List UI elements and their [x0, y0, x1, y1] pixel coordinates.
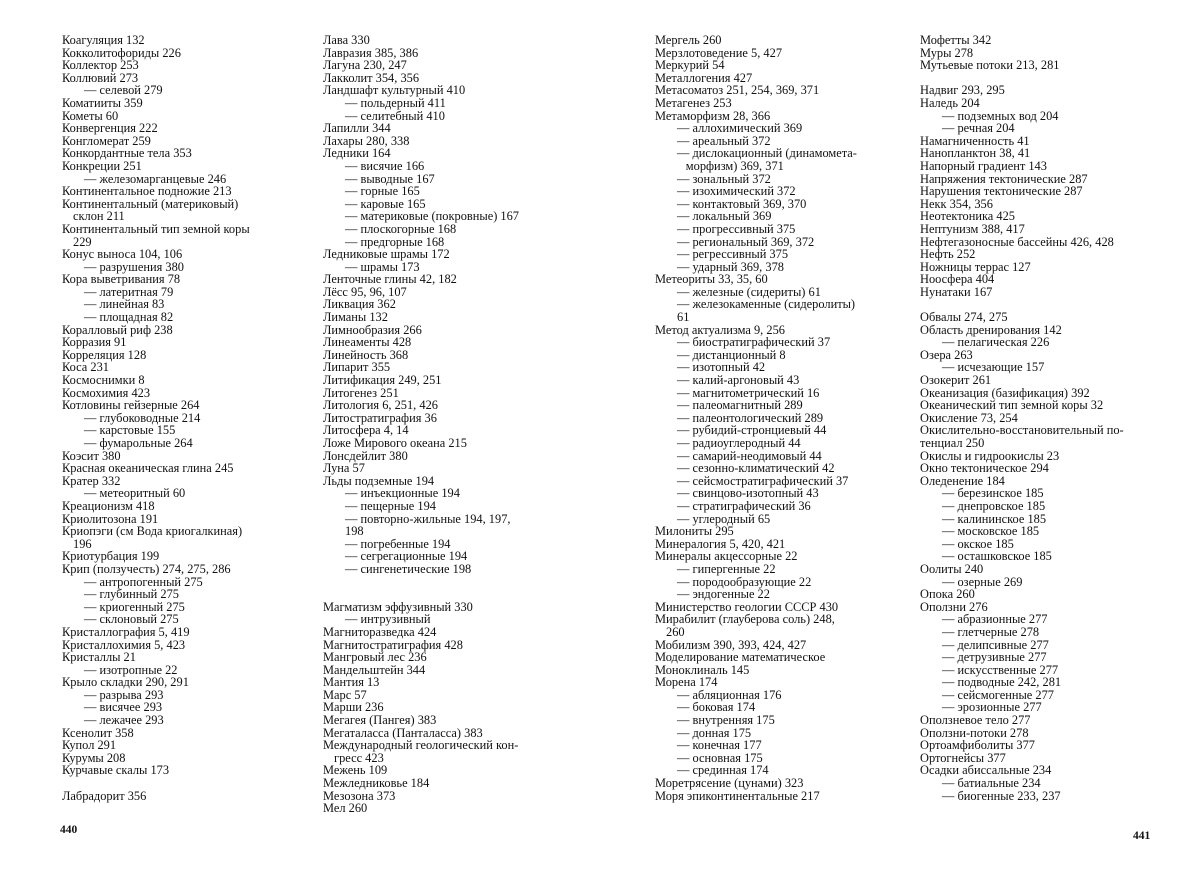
index-entry: Международный геологический кон-: [323, 738, 519, 753]
index-entry: Кора выветривания 78: [62, 272, 181, 287]
index-subentry: — калининское 185: [942, 511, 1047, 526]
index-entry: Липарит 355: [323, 360, 391, 375]
index-entry: Купол 291: [62, 738, 117, 753]
index-subentry: — московское 185: [942, 524, 1040, 539]
index-subentry: — материковые (покровные) 167: [345, 209, 520, 224]
index-entry: Меркурий 54: [655, 58, 725, 73]
index-subentry: — сингенетические 198: [345, 561, 472, 576]
index-entry: Коэсит 380: [62, 448, 121, 463]
index-entry: склон 211: [73, 209, 125, 224]
index-entry: Ортоамфиболиты 377: [920, 738, 1036, 753]
index-subentry: — озерные 269: [942, 574, 1023, 589]
index-entry: Мантия 13: [323, 675, 380, 690]
index-subentry: — калий-аргоновый 43: [677, 373, 800, 388]
index-subentry: — эрозионные 277: [942, 700, 1042, 715]
index-entry: Конкреции 251: [62, 158, 142, 173]
index-subentry: — плоскогорные 168: [345, 221, 457, 236]
index-entry: Оледенение 184: [920, 473, 1005, 488]
index-subentry: — детрузивные 277: [942, 650, 1047, 665]
index-entry: Оползни 276: [920, 599, 988, 614]
index-subentry: — склоновый 275: [84, 612, 179, 627]
index-subentry: — прогрессивный 375: [677, 221, 796, 236]
index-subentry: — контактовый 369, 370: [677, 196, 807, 211]
index-entry: Космохимия 423: [62, 385, 151, 400]
index-entry: Курумы 208: [62, 750, 126, 765]
index-subentry: — самарий-неодимовый 44: [677, 448, 822, 463]
index-subentry: — горные 165: [345, 184, 420, 199]
index-subentry: — инъекционные 194: [345, 486, 460, 501]
index-entry: Коматииты 359: [62, 95, 143, 110]
index-subentry: — погребенные 194: [345, 536, 451, 551]
index-subentry: — боковая 174: [677, 700, 756, 715]
index-subentry: — локальный 369: [677, 209, 772, 224]
index-entry: Ксенолит 358: [62, 725, 134, 740]
index-entry: Оползни-потоки 278: [920, 725, 1029, 740]
index-subentry: — зональный 372: [677, 171, 771, 186]
index-subentry: — абляционная 176: [677, 687, 782, 702]
index-subentry: — фумарольные 264: [84, 436, 193, 450]
index-entry: Линеаменты 428: [323, 335, 412, 350]
index-entry: Лагуна 230, 247: [323, 58, 407, 73]
index-entry: Ледники 164: [323, 146, 391, 161]
index-entry: Ортогнейсы 377: [920, 750, 1006, 765]
index-entry: Криотурбация 199: [62, 549, 160, 564]
index-subentry: — речная 204: [942, 121, 1015, 136]
index-entry: Наледь 204: [920, 95, 980, 110]
index-subentry: — биостратиграфический 37: [677, 335, 831, 350]
index-subentry: — днепровское 185: [942, 498, 1046, 513]
index-entry: Коса 231: [62, 360, 109, 375]
index-entry: Корразия 91: [62, 335, 127, 350]
index-subentry: — подземных вод 204: [942, 108, 1059, 123]
page-number-left: 440: [60, 824, 78, 836]
index-subentry: — железные (сидериты) 61: [677, 284, 821, 299]
index-subentry: — искусственные 277: [942, 662, 1059, 677]
index-entry: Ледниковые шрамы 172: [323, 247, 450, 262]
index-entry: Магниторазведка 424: [323, 624, 437, 639]
index-entry: Морена 174: [655, 675, 718, 690]
index-entry: Мандельштейн 344: [323, 662, 426, 677]
index-entry: Ликвация 362: [323, 297, 396, 312]
index-entry: Лава 330: [323, 33, 370, 47]
index-entry: Льды подземные 194: [323, 473, 435, 488]
index-subentry: — лежачее 293: [84, 713, 164, 728]
index-subentry: — подводные 242, 281: [942, 675, 1062, 690]
index-entry: Моноклиналь 145: [655, 662, 750, 677]
index-entry: Напряжения тектонические 287: [920, 171, 1088, 186]
index-entry: Мергель 260: [655, 33, 722, 47]
index-entry: Океанический тип земной коры 32: [920, 398, 1104, 413]
index-entry: Лахары 280, 338: [323, 133, 410, 148]
index-entry: Нанопланктон 38, 41: [920, 146, 1031, 161]
index-entry: Криолитозона 191: [62, 511, 159, 526]
index-subentry: — стратиграфический 36: [677, 498, 811, 513]
index-subentry: — выводные 167: [345, 171, 435, 186]
index-entry: Мезозона 373: [323, 788, 396, 803]
index-entry: Лёсс 95, 96, 107: [323, 284, 407, 299]
index-subentry: — сейсмогенные 277: [942, 687, 1054, 702]
index-entry: Океанизация (базификация) 392: [920, 385, 1090, 400]
index-entry: Нефть 252: [920, 247, 976, 262]
index-entry: Нефтегазоносные бассейны 426, 428: [920, 234, 1114, 249]
index-entry: Неотектоника 425: [920, 209, 1015, 224]
index-subentry: — свинцово-изотопный 43: [677, 486, 819, 501]
index-subentry: — висячее 293: [84, 700, 163, 715]
index-entry: Ленточные глины 42, 182: [323, 272, 457, 287]
index-entry: Муры 278: [920, 45, 974, 60]
index-subentry: — углеродный 65: [677, 511, 771, 526]
index-subentry: — аллохимический 369: [677, 121, 803, 136]
index-entry: Лабрадорит 356: [62, 788, 147, 803]
index-subentry: — ареальный 372: [677, 133, 771, 148]
index-entry: Космоснимки 8: [62, 373, 145, 388]
index-subentry: — внутренняя 175: [677, 713, 775, 728]
index-subentry: — сейсмостратиграфический 37: [677, 473, 849, 488]
index-entry: Крип (ползучесть) 274, 275, 286: [62, 561, 231, 576]
index-entry: Красная океаническая глина 245: [62, 461, 234, 476]
index-entry: Креационизм 418: [62, 498, 155, 513]
index-entry: Коллектор 253: [62, 58, 139, 73]
index-entry: 229: [73, 234, 92, 249]
index-subentry: — срединная 174: [677, 763, 769, 778]
index-subentry: — пещерные 194: [345, 498, 436, 513]
index-entry: Коралловый риф 238: [62, 322, 173, 337]
page-number-right: 441: [1133, 830, 1151, 842]
index-entry: Марши 236: [323, 700, 384, 715]
index-subentry: — висячие 166: [345, 158, 425, 173]
index-subentry: — гипергенные 22: [677, 561, 776, 576]
index-entry: Нунатаки 167: [920, 284, 993, 299]
index-entry: Ложе Мирового океана 215: [323, 436, 467, 450]
index-entry: Магматизм эффузивный 330: [323, 599, 473, 614]
index-subentry: — магнитометрический 16: [677, 385, 820, 400]
index-column-2: [323, 34, 519, 815]
index-entry: Литология 6, 251, 426: [323, 398, 438, 413]
index-subentry: — осташковское 185: [942, 549, 1052, 564]
index-entry: Корреляция 128: [62, 347, 147, 362]
index-subentry: — железомарганцевые 246: [84, 171, 227, 186]
index-entry: Оолиты 240: [920, 561, 984, 576]
index-entry: Магнитостратиграфия 428: [323, 637, 463, 652]
index-subentry: — пелагическая 226: [942, 335, 1050, 350]
index-subentry: — батиальные 234: [942, 776, 1041, 791]
index-subentry: — конечная 177: [677, 738, 762, 753]
index-subentry: — регрессивный 375: [677, 247, 789, 262]
index-subentry: — рубидий-стронциевый 44: [677, 423, 827, 438]
index-subentry: — шрамы 173: [345, 259, 420, 274]
index-subentry: — дислокационный (динамомета-: [677, 146, 857, 161]
index-entry: Мерзлотоведение 5, 427: [655, 45, 783, 60]
index-entry: Лавразия 385, 386: [323, 45, 419, 60]
index-entry: Межледниковье 184: [323, 776, 430, 791]
index-entry: Лонсдейлит 380: [323, 448, 408, 463]
index-subentry: — радиоуглеродный 44: [677, 436, 801, 450]
index-subentry: — эндогенные 22: [677, 587, 770, 602]
index-entry: Ноосфера 404: [920, 272, 995, 287]
index-subentry: — повторно-жильные 194, 197,: [345, 511, 511, 526]
index-entry: Мутьевые потоки 213, 281: [920, 58, 1060, 73]
index-entry: Лапилли 344: [323, 121, 391, 136]
index-entry: Метагенез 253: [655, 95, 732, 110]
index-subentry: — палеомагнитный 289: [677, 398, 803, 413]
index-subentry: — карстовые 155: [84, 423, 176, 438]
index-subentry: — антропогенный 275: [84, 574, 203, 589]
index-subentry: — региональный 369, 372: [677, 234, 815, 249]
index-entry: 196: [73, 536, 92, 551]
index-subentry: — ударный 369, 378: [677, 259, 784, 274]
index-entry: тенциал 250: [920, 436, 985, 450]
index-entry: Луна 57: [323, 461, 365, 476]
index-subentry: — глубоководные 214: [84, 410, 201, 425]
index-subentry: — польдерный 411: [345, 95, 446, 110]
index-subentry: — разрыва 293: [84, 687, 164, 702]
index-entry: Мангровый лес 236: [323, 650, 427, 665]
index-entry: Нептунизм 388, 417: [920, 221, 1025, 236]
index-subentry: — донная 175: [677, 725, 752, 740]
index-entry: гресс 423: [334, 750, 384, 765]
index-subentry: — палеонтологический 289: [677, 410, 824, 425]
index-entry: Континентальный (материковый): [62, 196, 239, 211]
index-entry: Намагниченность 41: [920, 133, 1030, 148]
index-entry: Моря эпиконтинентальные 217: [655, 788, 820, 803]
index-entry: Марс 57: [323, 687, 367, 702]
index-entry: Нарушения тектонические 287: [920, 184, 1083, 199]
index-entry: Коллювий 273: [62, 70, 139, 85]
index-subentry: — изотропные 22: [84, 662, 178, 677]
index-entry: Область дренирования 142: [920, 322, 1062, 337]
index-entry: Надвиг 293, 295: [920, 83, 1005, 98]
index-entry: Линейность 368: [323, 347, 409, 362]
index-entry: Конус выноса 104, 106: [62, 247, 183, 262]
index-entry: Обвалы 274, 275: [920, 310, 1008, 325]
index-subentry: — интрузивный: [345, 612, 431, 627]
index-entry: Милониты 295: [655, 524, 734, 539]
index-subentry: — предгорные 168: [345, 234, 445, 249]
index-entry: Метасоматоз 251, 254, 369, 371: [655, 83, 820, 98]
index-entry: Криопэги (см Вода криогалкиная): [62, 524, 243, 539]
index-entry: Метод актуализма 9, 256: [655, 322, 785, 337]
index-entry: Мегагея (Пангея) 383: [323, 713, 437, 728]
index-subentry: — сегрегационные 194: [345, 549, 468, 564]
index-entry: Метеориты 33, 35, 60: [655, 272, 768, 287]
index-entry: Министерство геологии СССР 430: [655, 599, 839, 614]
index-entry: Котловины гейзерные 264: [62, 398, 200, 413]
index-entry: Металлогения 427: [655, 70, 753, 85]
index-entry: Литостратиграфия 36: [323, 410, 437, 425]
index-subentry: — делипсивные 277: [942, 637, 1049, 652]
index-entry: Курчавые скалы 173: [62, 763, 170, 778]
index-entry: Конвергенция 222: [62, 121, 158, 136]
index-subentry: — железокаменные (сидеролиты): [677, 297, 856, 312]
index-subentry: — изотопный 42: [677, 360, 766, 375]
index-entry: Окно тектоническое 294: [920, 461, 1049, 476]
index-entry: 260: [666, 624, 685, 639]
index-entry: Минералогия 5, 420, 421: [655, 536, 786, 551]
index-entry: Напорный градиент 143: [920, 158, 1047, 173]
index-subentry: — изохимический 372: [677, 184, 796, 199]
index-subentry: — породообразующие 22: [677, 574, 812, 589]
index-entry: Мегаталасса (Панталасса) 383: [323, 725, 483, 740]
index-entry: Некк 354, 356: [920, 196, 993, 211]
index-entry: Литосфера 4, 14: [323, 423, 409, 438]
index-column-1: [62, 34, 250, 802]
index-entry: Конгломерат 259: [62, 133, 151, 148]
index-entry: Метаморфизм 28, 366: [655, 108, 771, 123]
index-subentry: — биогенные 233, 237: [942, 788, 1061, 803]
index-entry: Кратер 332: [62, 473, 121, 488]
index-entry: Оползневое тело 277: [920, 713, 1031, 728]
index-entry: Межень 109: [323, 763, 388, 778]
index-subentry: 198: [345, 524, 364, 539]
index-subentry: 61: [677, 310, 690, 325]
index-entry: Озера 263: [920, 347, 973, 362]
index-entry: Мофетты 342: [920, 33, 992, 47]
index-entry: Континентальное подножие 213: [62, 184, 232, 199]
index-subentry: — дистанционный 8: [677, 347, 786, 362]
index-entry: Кристаллы 21: [62, 650, 136, 665]
index-entry: Моретрясение (цунами) 323: [655, 776, 804, 791]
index-subentry: — линейная 83: [84, 297, 165, 312]
index-entry: Лиманы 132: [323, 310, 388, 325]
index-subentry: — сезонно-климатический 42: [677, 461, 835, 476]
index-subentry: — основная 175: [677, 750, 763, 765]
index-entry: Кокколитофориды 226: [62, 45, 181, 60]
index-subentry: — исчезающие 157: [942, 360, 1045, 375]
index-entry: Кометы 60: [62, 108, 119, 123]
index-entry: Окисление 73, 254: [920, 410, 1018, 425]
index-entry: Кристаллохимия 5, 423: [62, 637, 186, 652]
spacer: [323, 576, 519, 589]
index-entry: Крыло складки 290, 291: [62, 675, 189, 690]
index-entry: Кристаллография 5, 419: [62, 624, 190, 639]
index-subentry: — селевой 279: [84, 83, 163, 98]
index-subentry: — криогенный 275: [84, 599, 185, 614]
index-entry: Мобилизм 390, 393, 424, 427: [655, 637, 807, 652]
index-subentry: — разрушения 380: [84, 259, 184, 274]
index-subentry: — метеоритный 60: [84, 486, 186, 501]
index-subentry: — окское 185: [942, 536, 1014, 551]
index-entry: Осадки абиссальные 234: [920, 763, 1052, 778]
index-column-4: [920, 34, 1124, 802]
index-subentry: — каровые 165: [345, 196, 426, 211]
index-subentry: морфизм) 369, 371: [685, 158, 784, 173]
index-entry: Континентальный тип земной коры: [62, 221, 250, 236]
spacer: [323, 588, 519, 601]
index-entry: Мел 260: [323, 801, 368, 816]
index-entry: Литогенез 251: [323, 385, 399, 400]
index-subentry: — березинское 185: [942, 486, 1044, 501]
index-subentry: — глетчерные 278: [942, 624, 1040, 639]
index-entry: Коагуляция 132: [62, 33, 145, 47]
index-subentry: — селитебный 410: [345, 108, 445, 123]
index-subentry: — абразионные 277: [942, 612, 1048, 627]
index-entry: Минералы акцессорные 22: [655, 549, 798, 564]
index-entry: Окислительно-восстановительный по-: [920, 423, 1124, 438]
index-entry: Конкордантные тела 353: [62, 146, 192, 161]
index-entry: Лимнообразия 266: [323, 322, 422, 337]
index-entry: Лакколит 354, 356: [323, 70, 420, 85]
index-entry: Ножницы террас 127: [920, 259, 1031, 274]
spacer: [62, 777, 250, 790]
index-subentry: — площадная 82: [84, 310, 174, 325]
index-entry: Опока 260: [920, 587, 975, 602]
index-subentry: — глубинный 275: [84, 587, 179, 602]
index-entry: Мирабилит (глауберова соль) 248,: [655, 612, 835, 627]
index-entry: Ландшафт культурный 410: [323, 83, 466, 98]
index-column-3: [655, 34, 857, 802]
index-entry: Окислы и гидроокислы 23: [920, 448, 1060, 463]
index-entry: Озокерит 261: [920, 373, 992, 388]
index-subentry: — латеритная 79: [84, 284, 174, 299]
index-entry: Литификация 249, 251: [323, 373, 442, 388]
index-entry: Моделирование математическое: [655, 650, 826, 665]
